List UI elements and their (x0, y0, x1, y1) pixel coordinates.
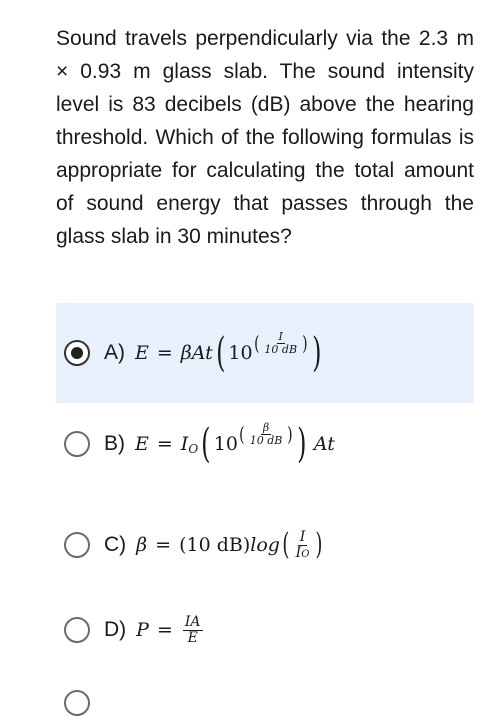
radio-option-c[interactable] (64, 532, 90, 558)
option-c[interactable] (56, 520, 474, 570)
option-b-label: B) (104, 432, 125, 455)
option-d-formula: P = $\frac{IA}{E}$ (136, 613, 201, 646)
option-d[interactable] (56, 610, 474, 650)
option-c-formula: β = (10 dB) log ( $\frac{I}{IO}$ ) (136, 527, 323, 562)
radio-option-a[interactable] (64, 340, 90, 366)
radio-option-d[interactable] (64, 617, 90, 643)
option-a[interactable] (56, 303, 474, 403)
radio-option-b[interactable] (64, 431, 90, 457)
option-b-formula: E = I O ( 10 ( $\frac{\beta}{10 dB}$ ) ) At (135, 420, 335, 467)
option-d-label: D) (104, 618, 127, 641)
question-text: Sound travels perpendicularly via the 2.3 m × 0.93 m glass slab. The sound intensity level is 83 decibels (dB) above the hearing threshold. Which of the following formulas is appropriate for calculating the total amount of sound energy that passes through the glass slab in 30 minutes? (56, 27, 474, 248)
option-a-label: A) (104, 341, 125, 364)
option-b[interactable] (56, 414, 474, 474)
option-a-formula: E = β At ( 10 ( $\frac{I}{10 dB}$ ) ) (135, 329, 322, 376)
radio-option-e-partial[interactable] (64, 690, 90, 716)
option-c-label: C) (104, 533, 127, 556)
